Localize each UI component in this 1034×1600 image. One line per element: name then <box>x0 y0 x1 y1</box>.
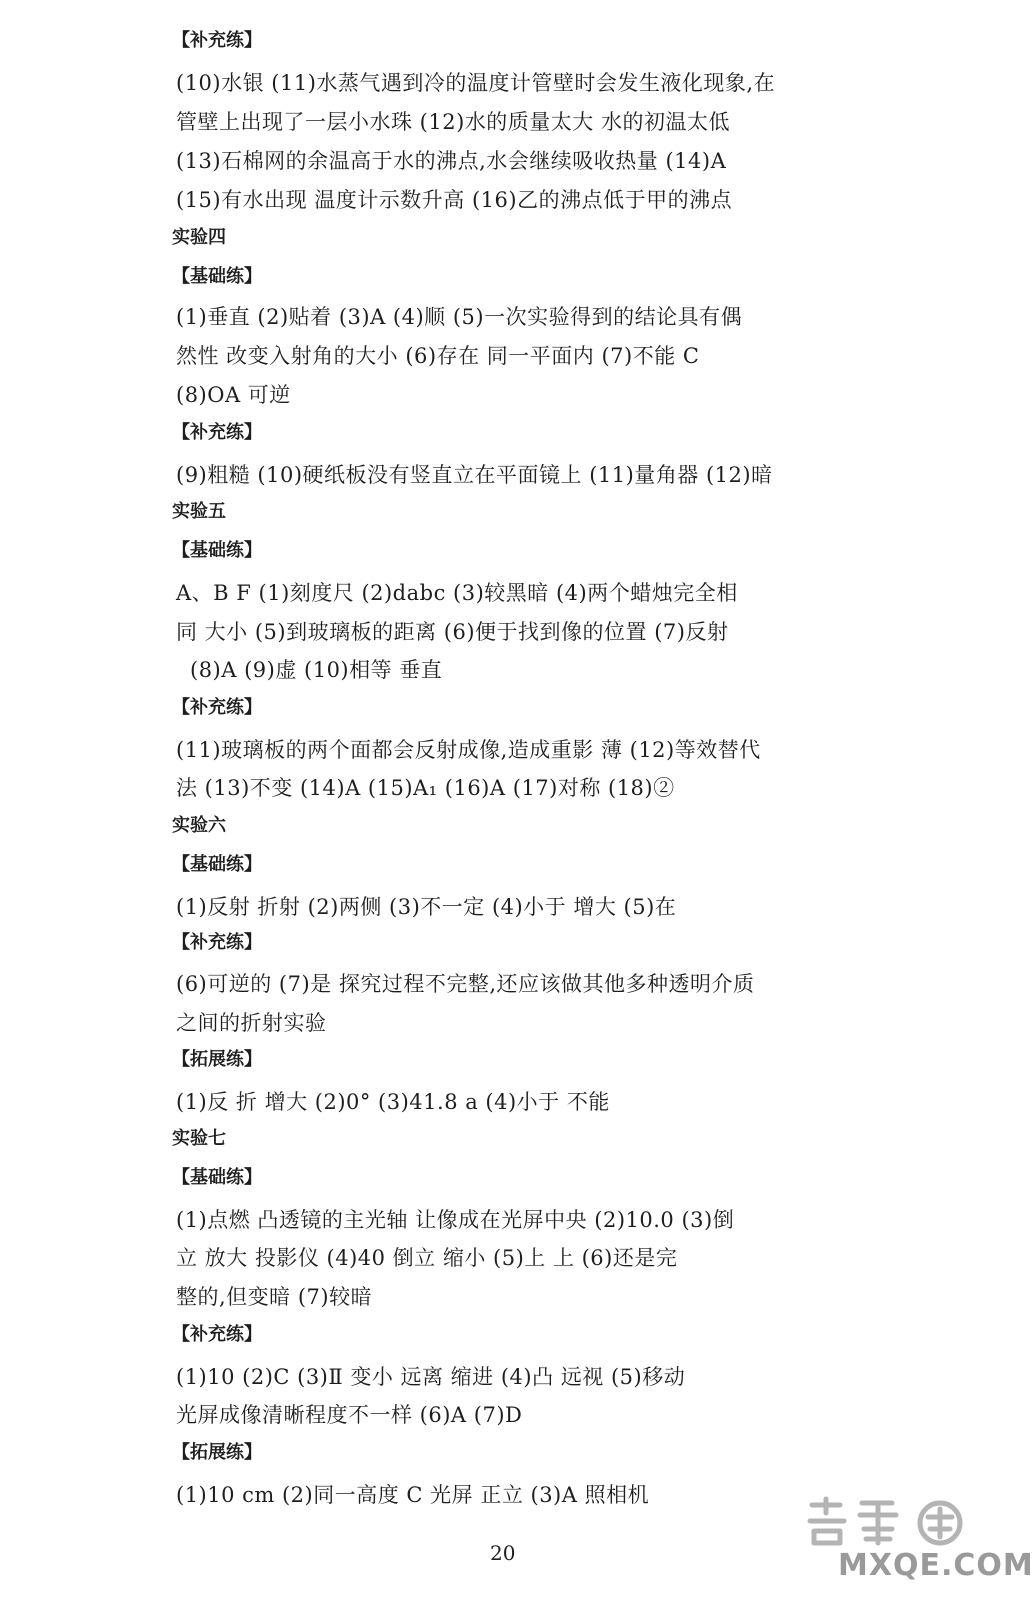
answer-line: A、B F (1)刻度尺 (2)dabc (3)较黑暗 (4)两个蜡烛完全相 <box>176 581 738 605</box>
answer-line: (1)点燃 凸透镜的主光轴 让像成在光屏中央 (2)10.0 (3)倒 <box>176 1208 735 1232</box>
answer-line: (1)反 折 增大 (2)0° (3)41.8 a (4)小于 不能 <box>176 1090 610 1114</box>
section-heading: 【拓展练】 <box>172 1049 262 1070</box>
page-number: 20 <box>490 1541 516 1565</box>
section-heading: 【补充练】 <box>172 422 262 443</box>
answer-line: (1)10 cm (2)同一高度 C 光屏 正立 (3)A 照相机 <box>176 1483 650 1507</box>
section-heading: 【基础练】 <box>172 266 262 287</box>
answer-line: 之间的折射实验 <box>176 1011 327 1035</box>
experiment-title: 实验五 <box>172 501 226 522</box>
answer-line: (9)粗糙 (10)硬纸板没有竖直立在平面镜上 (11)量角器 (12)暗 <box>176 463 773 487</box>
watermark-text: MXQE.COM <box>838 1548 1034 1583</box>
answer-line: (15)有水出现 温度计示数升高 (16)乙的沸点低于甲的沸点 <box>176 188 733 212</box>
answer-line: (1)反射 折射 (2)两侧 (3)不一定 (4)小于 增大 (5)在 <box>176 895 677 919</box>
answer-line: (1)10 (2)C (3)Ⅱ 变小 远离 缩进 (4)凸 远视 (5)移动 <box>176 1365 686 1389</box>
answer-line: (10)水银 (11)水蒸气遇到冷的温度计管壁时会发生液化现象,在 <box>176 71 776 95</box>
answer-line: (1)垂直 (2)贴着 (3)A (4)顺 (5)一次实验得到的结论具有偶 <box>176 305 743 329</box>
answer-line: (8)OA 可逆 <box>176 383 291 407</box>
answer-line: 光屏成像清晰程度不一样 (6)A (7)D <box>176 1403 523 1427</box>
answer-line: 同 大小 (5)到玻璃板的距离 (6)便于找到像的位置 (7)反射 <box>176 620 729 644</box>
answer-line: 立 放大 投影仪 (4)40 倒立 缩小 (5)上 上 (6)还是完 <box>176 1246 678 1270</box>
answer-line: (6)可逆的 (7)是 探究过程不完整,还应该做其他多种透明介质 <box>176 972 755 996</box>
answer-line: (13)石棉网的余温高于水的沸点,水会继续吸收热量 (14)A <box>176 149 727 173</box>
section-heading: 【补充练】 <box>172 1324 262 1345</box>
answer-line: 整的,但变暗 (7)较暗 <box>176 1285 373 1309</box>
experiment-title: 实验七 <box>172 1128 226 1149</box>
experiment-title: 实验四 <box>172 227 226 248</box>
experiment-title: 实验六 <box>172 815 226 836</box>
section-heading: 【拓展练】 <box>172 1442 262 1463</box>
answer-line: 管壁上出现了一层小水珠 (12)水的质量太大 水的初温太低 <box>176 110 730 134</box>
answer-line: (8)A (9)虚 (10)相等 垂直 <box>190 658 443 682</box>
section-heading: 【补充练】 <box>172 30 262 51</box>
section-heading: 【基础练】 <box>172 1167 262 1188</box>
answer-line: 法 (13)不变 (14)A (15)A₁ (16)A (17)对称 (18)② <box>176 776 675 800</box>
section-heading: 【补充练】 <box>172 932 262 953</box>
section-heading: 【基础练】 <box>172 540 262 561</box>
section-heading: 【补充练】 <box>172 697 262 718</box>
answer-line: (11)玻璃板的两个面都会反射成像,造成重影 薄 (12)等效替代 <box>176 738 761 762</box>
section-heading: 【基础练】 <box>172 854 262 875</box>
answer-line: 然性 改变入射角的大小 (6)存在 同一平面内 (7)不能 C <box>176 344 700 368</box>
watermark-logo <box>800 1495 970 1547</box>
